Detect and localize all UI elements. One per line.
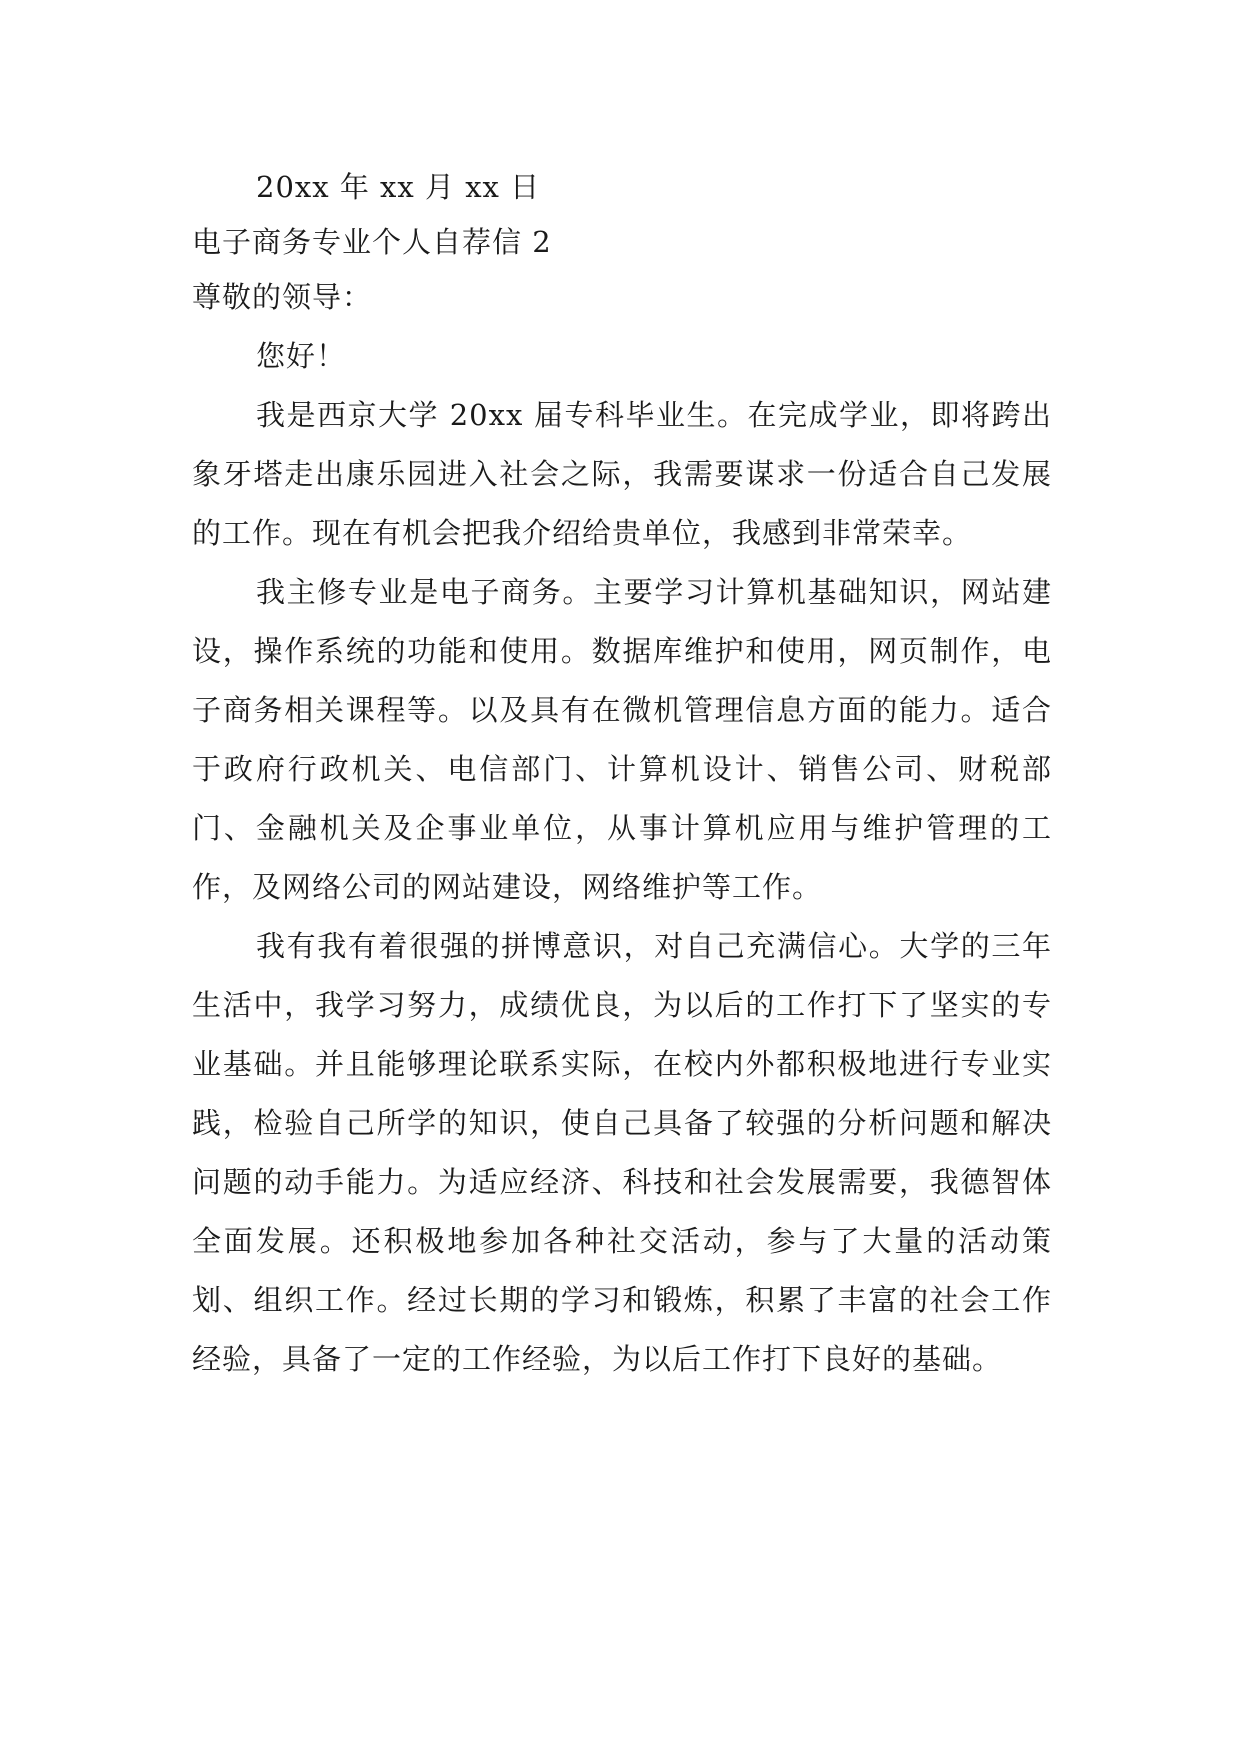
date-line: 20xx 年 xx 月 xx 日 — [256, 170, 541, 204]
letter-title: 电子商务专业个人自荐信 2 — [192, 225, 552, 259]
paragraph-major: 我主修专业是电子商务。主要学习计算机基础知识，网站建设，操作系统的功能和使用。数据库维护和使用，网页制作，电子商务相关课程等。以及具有在微机管理信息方面的能力。适合于政府行政机关、电信部门、计算机设计、销售公司、财税部门、金融机关及企事业单位，从事计算机应用与维护管理的工作，及网络公司的网站建设，网络维护等工作。 — [192, 575, 1052, 904]
letter-body — [192, 160, 1052, 1389]
salutation: 尊敬的领导： — [192, 280, 373, 314]
paragraph-intro: 我是西京大学 20xx 届专科毕业生。在完成学业，即将跨出象牙塔走出康乐园进入社会之际，我需要谋求一份适合自己发展的工作。现在有机会把我介绍给贵单位，我感到非常荣幸。 — [192, 398, 1052, 550]
greeting: 您好！ — [256, 339, 347, 373]
paragraph-abilities: 我有我有着很强的拼博意识，对自己充满信心。大学的三年生活中，我学习努力，成绩优良，为以后的工作打下了坚实的专业基础。并且能够理论联系实际，在校内外都积极地进行专业实践，检验自己所学的知识，使自己具备了较强的分析问题和解决问题的动手能力。为适应经济、科技和社会发展需要，我德智体全面发展。还积极地参加各种社交活动，参与了大量的活动策划、组织工作。经过长期的学习和锻炼，积累了丰富的社会工作经验，具备了一定的工作经验，为以后工作打下良好的基础。 — [192, 929, 1052, 1376]
